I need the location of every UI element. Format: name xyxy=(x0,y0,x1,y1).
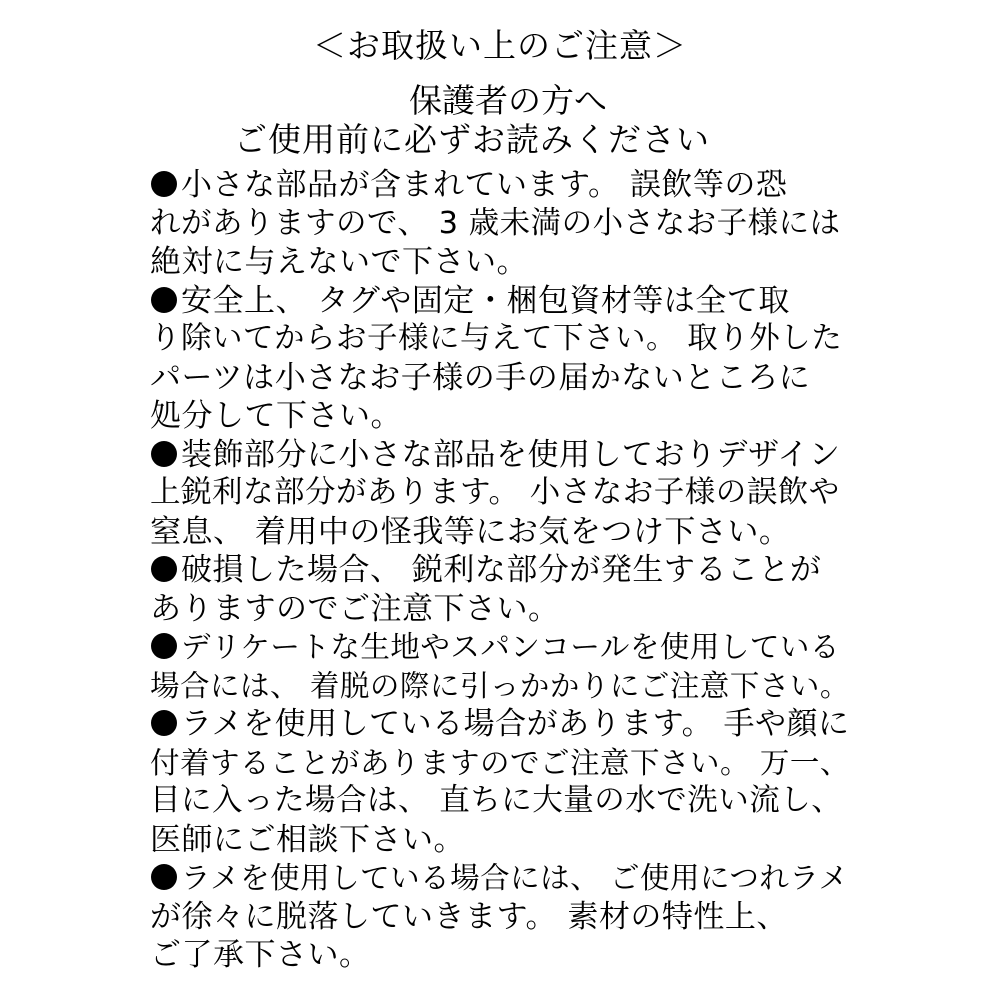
notice-line xyxy=(150,628,850,667)
bullet-icon xyxy=(151,287,177,313)
bullet-icon xyxy=(151,556,177,582)
notice-line-text: り除いてからお子様に与えて下さい。 取り外した xyxy=(150,321,843,356)
notice-line xyxy=(150,859,850,898)
notice-body xyxy=(150,166,850,975)
notice-line-text: 破損した場合、 鋭利な部分が発生することが xyxy=(181,552,822,588)
notice-line xyxy=(150,821,850,860)
notice-line-text: 場合には、 着脱の際に引っかかりにご注意下さい。 xyxy=(150,668,850,703)
notice-line-text: 付着することがありますのでご注意下さい。 万一、 xyxy=(150,745,850,780)
notice-line xyxy=(150,205,850,244)
notice-line-text: 医師にご相談下さい。 xyxy=(150,821,465,858)
bullet-icon xyxy=(151,864,177,890)
notice-line xyxy=(150,397,850,436)
notice-line-text: 装飾部分に小さな部品を使用しておりデザイン xyxy=(181,436,841,473)
notice-line xyxy=(150,782,850,821)
notice-line xyxy=(150,320,850,359)
subtitle-guardians: 保護者の方へ xyxy=(409,81,607,120)
notice-line xyxy=(150,936,850,975)
notice-line-text: ラメを使用している場合には、 ご使用につれラメ xyxy=(181,861,849,895)
bullet-icon xyxy=(151,633,177,659)
notice-line xyxy=(150,513,850,552)
notice-line-text: 目に入った場合は、 直ちに大量の水で洗い流し、 xyxy=(150,783,843,818)
notice-line-text: デリケートな生地やスパンコールを使用している xyxy=(181,630,840,664)
bullet-icon xyxy=(151,441,177,467)
notice-line xyxy=(150,474,850,513)
notice-line-text: 窒息、 着用中の怪我等にお気をつけ下さい。 xyxy=(150,513,791,550)
notice-line xyxy=(150,551,850,590)
notice-line xyxy=(150,359,850,398)
notice-line xyxy=(150,705,850,744)
bullet-icon xyxy=(151,171,177,197)
notice-line-text: 上鋭利な部分があります。 小さなお子様の誤飲や xyxy=(150,475,840,510)
notice-title: ＜お取扱い上のご注意＞ xyxy=(313,26,687,65)
notice-line xyxy=(150,898,850,937)
notice-line-text: ご了承下さい。 xyxy=(150,937,371,973)
notice-line-text: 絶対に与えないで下さい。 xyxy=(150,244,528,280)
notice-line xyxy=(150,667,850,706)
notice-line-text: 小さな部品が含まれています。 誤飲等の恐 xyxy=(181,167,788,203)
notice-line-text: れがありますので、 3 歳未満の小さなお子様には xyxy=(150,205,841,241)
bullet-icon xyxy=(151,710,177,736)
notice-line-text: ありますのでご注意下さい。 xyxy=(150,590,560,627)
notice-line-text: 安全上、 タグや固定・梱包資材等は全て取 xyxy=(181,282,790,319)
subtitle-read-before-use: ご使用前に必ずお読みください xyxy=(234,120,710,159)
notice-line-text: ラメを使用している場合があります。 手や顔に xyxy=(181,706,850,742)
notice-line-text: パーツは小さなお子様の手の届かないところに xyxy=(150,359,811,396)
notice-line xyxy=(150,282,850,321)
notice-line xyxy=(150,744,850,783)
notice-line xyxy=(150,243,850,282)
notice-line-text: が徐々に脱落していきます。 素材の特性上、 xyxy=(150,898,788,935)
notice-line xyxy=(150,590,850,629)
notice-line xyxy=(150,166,850,205)
notice-line-text: 処分して下さい。 xyxy=(150,398,402,434)
notice-line xyxy=(150,436,850,475)
